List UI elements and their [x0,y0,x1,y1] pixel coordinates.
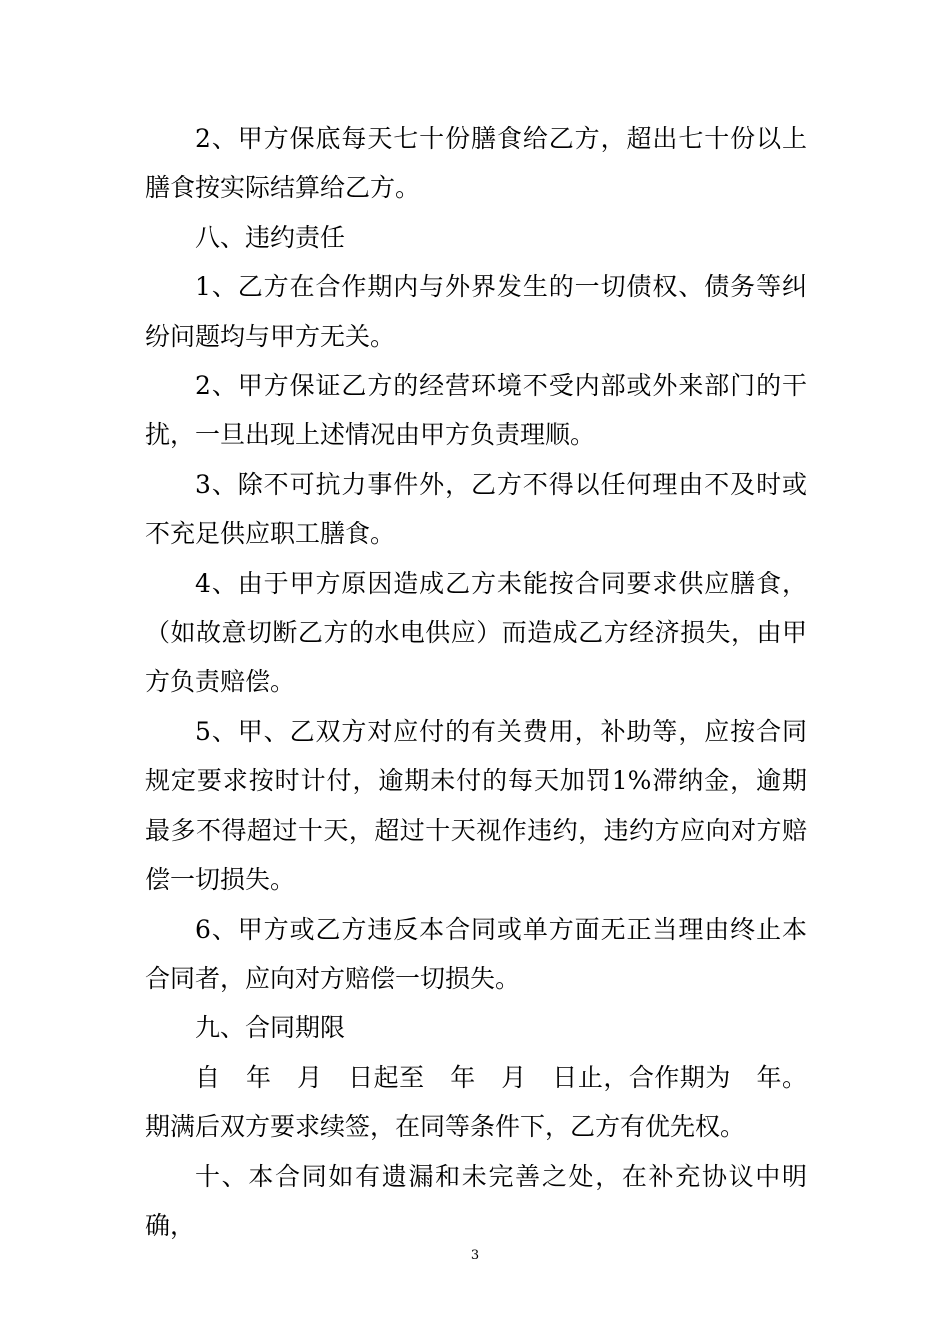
clause-paragraph: 1、乙方在合作期内与外界发生的一切债权、债务等纠纷问题均与甲方无关。 [145,272,807,351]
section-heading: 八、违约责任 [195,222,346,252]
clause-paragraph: 2、甲方保证乙方的经营环境不受内部或外来部门的干扰，一旦出现上述情况由甲方负责理顺。 [145,371,807,450]
document-body [145,114,807,1250]
section-heading: 九、合同期限 [195,1013,346,1043]
clause-paragraph: 5、甲、乙双方对应付的有关费用，补助等，应按合同规定要求按时计付，逾期未付的每天加罚1%滞纳金，逾期最多不得超过十天，超过十天视作违约，违约方应向对方赔偿一切损失。 [145,716,807,895]
clause-paragraph: 十、本合同如有遗漏和未完善之处，在补充协议中明确， [145,1161,807,1240]
clause-paragraph: 自 年 月 日起至 年 月 日止，合作期为 年。期满后双方要求续签，在同等条件下，乙方有优先权。 [145,1062,807,1142]
clause-paragraph: 3、除不可抗力事件外，乙方不得以任何理由不及时或不充足供应职工膳食。 [145,469,807,549]
clause-paragraph: 4、由于甲方原因造成乙方未能按合同要求供应膳食，（如故意切断乙方的水电供应）而造成乙方经济损失，由甲方负责赔偿。 [145,568,807,697]
clause-paragraph: 2、甲方保底每天七十份膳食给乙方，超出七十份以上膳食按实际结算给乙方。 [145,124,807,203]
clause-paragraph: 6、甲方或乙方违反本合同或单方面无正当理由终止本合同者，应向对方赔偿一切损失。 [145,914,807,993]
page-number: 3 [470,1248,480,1263]
